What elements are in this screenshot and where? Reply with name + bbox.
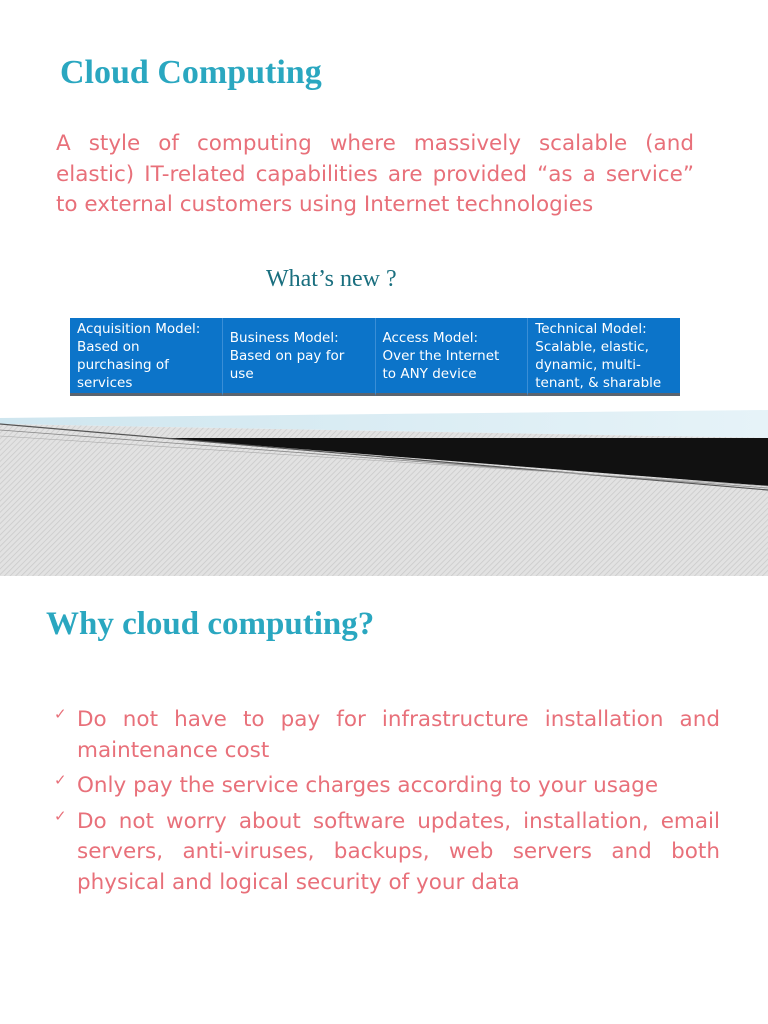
slide-why-cloud [0,576,768,1024]
model-line: use [229,366,254,382]
model-line: Over the Internet [382,348,500,364]
list-item [0,771,768,802]
bullet-text: Do not have to pay for infrastructure installation and maintenance cost [77,707,720,763]
bullet-text: Do not worry about software updates, installation, email servers, anti-viruses, backups, web servers and both physical and logical security of your data [77,808,720,895]
definition-text: A style of computing where massively scalable (and elastic) IT-related capabilities are provided “as a service” to external customers using Internet technologies [56,131,694,217]
model-line: Acquisition Model: [77,321,201,337]
model-line: purchasing of [77,357,169,373]
decorative-wedge [0,410,768,576]
model-line: Technical Model: [535,321,647,337]
section-subtitle: What’s new ? [266,266,397,292]
model-box-business [223,318,376,396]
check-icon: ✓ [54,806,67,825]
bullet-text: Only pay the service charges according to your usage [77,773,659,798]
slide-title: Why cloud computing? [46,606,375,642]
list-item [0,705,768,766]
model-line: tenant, & sharable [535,375,662,391]
slide-title: Cloud Computing [60,54,322,91]
model-line: Based on [77,339,140,355]
model-line: Scalable, elastic, [535,339,649,355]
model-line: Business Model: [229,330,339,346]
model-line: Based on pay for [229,348,345,364]
model-line: to ANY device [382,366,477,382]
model-line: Access Model: [382,330,479,346]
model-box-access [376,318,529,396]
check-icon: ✓ [54,771,67,789]
list-item [0,807,768,899]
model-line: services [77,375,133,391]
model-boxes [70,318,680,396]
check-icon: ✓ [54,705,67,723]
model-line: dynamic, multi- [535,357,641,373]
bullet-list [0,705,768,903]
model-box-acquisition [70,318,223,396]
model-box-technical [528,318,680,396]
